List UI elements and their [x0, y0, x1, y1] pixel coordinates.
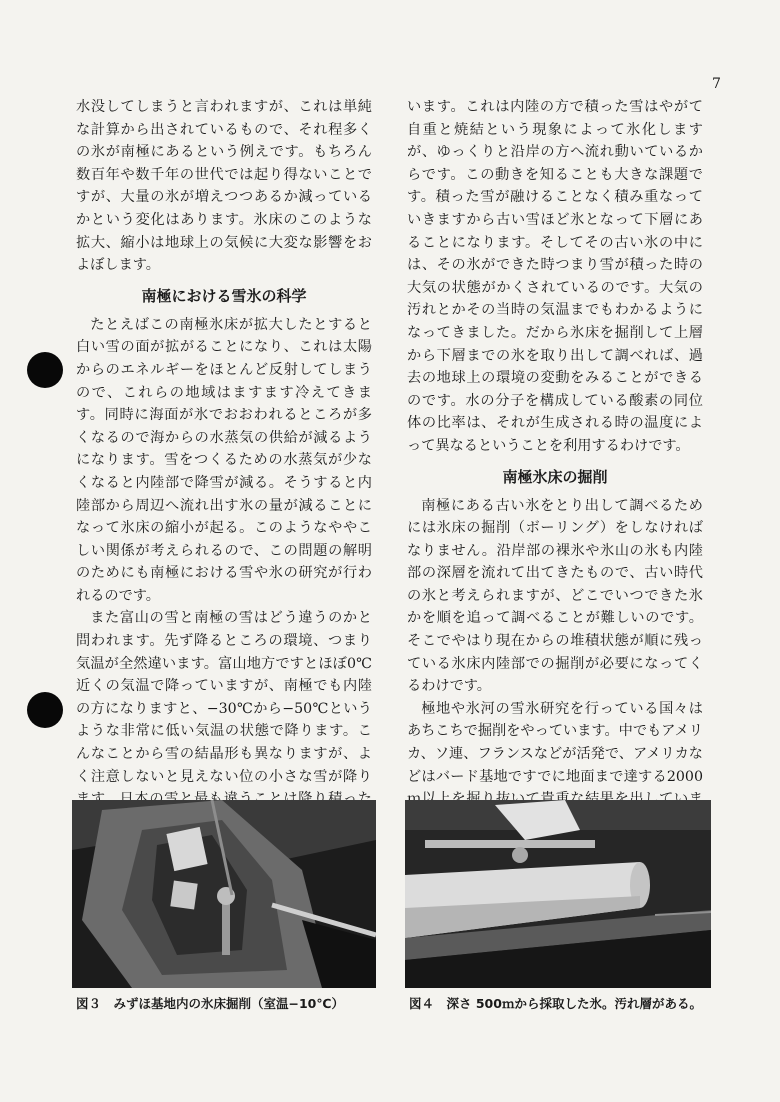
right-column — [407, 96, 703, 901]
page-number: 7 — [712, 76, 721, 92]
left-paragraph-3: また富山の雪と南極の雪はどう違うのかと問われます。先ず降るところの環境、つまり気温が全然違います。富山地方ですとほぼ0℃近くの気温で降っていますが、南極でも内陸の方になりますと、−30℃から−50℃というような非常に低い気温の状態で降ります。こんなことから雪の結晶形も異なりますが、よく注意しないと見えない位の小さな雪が降り — [76, 610, 372, 785]
figure-4-caption: 図４ 深さ 500ｍから採取した氷。汚れ層がある。 — [409, 996, 702, 1011]
right-paragraph-2: 南極にある古い氷をとり出して調べるためには氷床の掘削（ボーリング）をしなければなりません。沿岸部の裸氷や氷山の氷も内陸部の深層を流れて出てきたもので、古い時代の氷と考えられますが、どこでいつできた氷かを順を追って調べることが難しいのです。そこでやはり現在からの堆積状態が順に残っている氷床内陸部での掘削が必要になってくるわけです。 — [407, 497, 703, 695]
right-paragraph-1: います。これは内陸の方で積った雪はやがて自重と焼結という現象によって氷化しますが、ゆっくりと沿岸の方へ流れ動いているからです。この動きを知ることも大きな課題です。積った雪が融けることなく積み重なっていきますから古い雪ほど氷となって下層にあることになります。そしてその古い氷の中には、その氷ができた時つまり雪が積った時の大気の状態がかくされているのです。大気の汚れとかその当時の気温までもわかるようになってきました。だから氷床を掘削して上層から下層までの氷を取り出して調べれば、過去の地球上の環境の変動をみることができるのです。水の分子を構成している酸素の同位体の比率は、それが生成される時の温度によって異なるということを利用するわけです。 — [407, 99, 703, 454]
binder-hole-lower — [27, 692, 63, 728]
section-heading-ice-sheet-drilling: 南極氷床の掘削 — [502, 467, 608, 486]
figure-3-photo — [72, 800, 376, 988]
right-paragraph-3: 極地や氷河の雪氷研究を行っている国々はあちこちで掘削をやっています。中でもアメリカ、ソ連、フランスなどが活発で、アメリカなどはバード基地ですでに地面まで達する2000 — [407, 700, 703, 785]
left-paragraph-1: 水没してしまうと言われますが、これは単純な計算から出されているもので、それ程多くの氷が南極にあるという例えです。もちろん数百年や数千年の世代では起り得ないことですが、大量の氷が増えつつあるか減っているかという変化はあります。氷床のこのような拡大、縮小は地球上の気候に大変な影響をおよぼします。 — [76, 99, 372, 274]
figure-3-caption: 図３ みずほ基地内の氷床掘削（室温−10℃） — [76, 996, 345, 1011]
left-paragraph-2: たとえばこの南極氷床が拡大したとすると白い雪の面が拡がることになり、これは太陽からのエネルギーをほとんど反射してしまうので、これらの地域はますます冷えてきます。同時に海面が氷でおおわれるところが多くなるので海からの水蒸気の供給が減るようになります。雪をつくるための水蒸気が少なくなると内陸部で降雪が減る。そうすると内陸部から周辺へ流れ出す氷の量が減ることになって氷床の縮小が起る。このようなややこしい関係が考えられるので、この問題の解明のためにも南極における雪や氷の研究が行われるのです。 — [76, 316, 372, 604]
figure-4-photo — [405, 800, 711, 988]
section-heading-snow-ice-science: 南極における雪氷の科学 — [141, 286, 307, 305]
binder-hole-upper — [27, 352, 63, 388]
